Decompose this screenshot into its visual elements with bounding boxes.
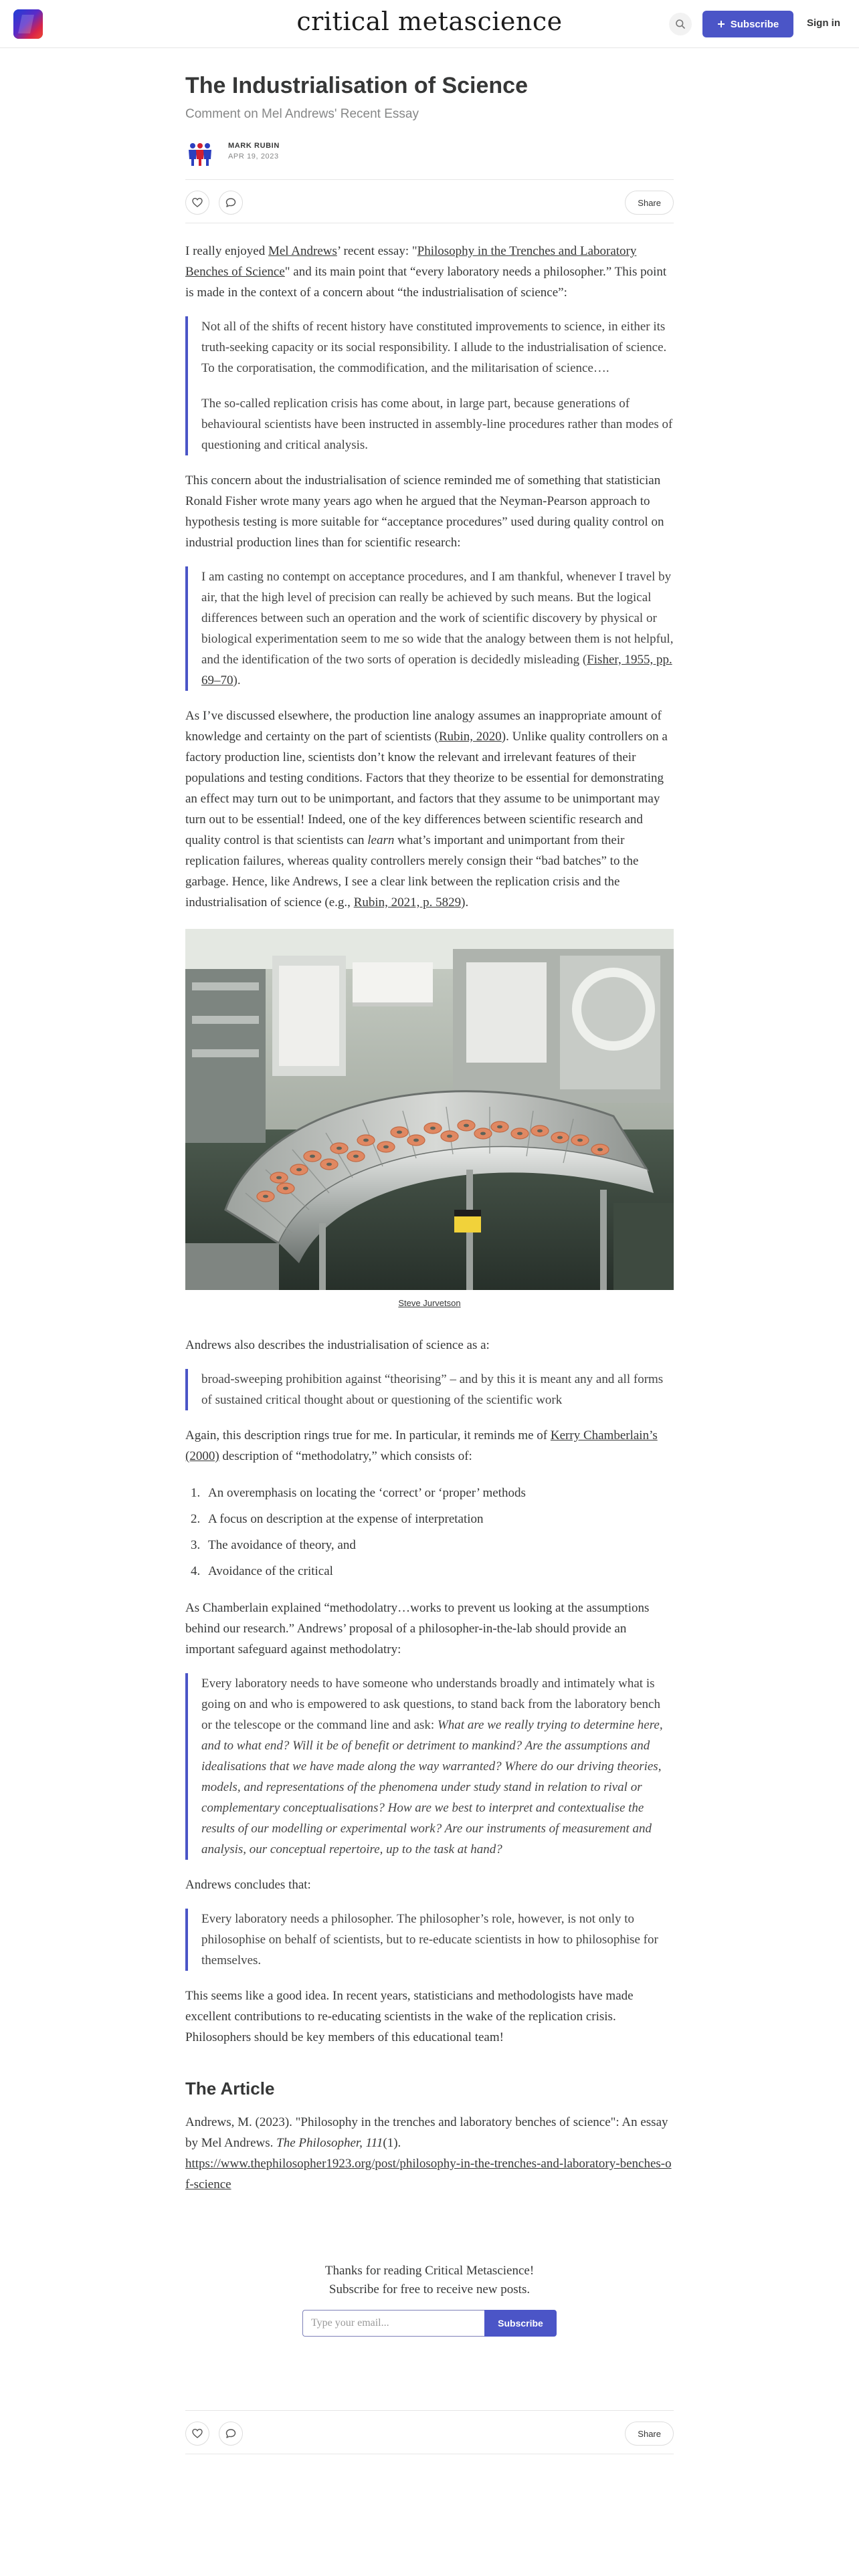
list-item: 2. A focus on description at the expense of interpretation — [185, 1506, 674, 1532]
plus-icon — [717, 20, 725, 28]
heart-icon — [192, 197, 203, 208]
reference — [185, 2112, 674, 2195]
article-column — [185, 71, 674, 2468]
paragraph: As Chamberlain explained “methodolatry…works to prevent us looking at the assumptions behind our research.” Andrews’ proposal of a philosopher-in-the-lab should provide an important safeguard against methodolatry: — [185, 1601, 650, 1656]
paragraph — [185, 706, 674, 913]
reference-url-link[interactable]: https://www.thephilosopher1923.org/post/philosophy-in-the-trenches-and-laboratory-benches-of-science — [185, 2157, 672, 2191]
sign-in-link[interactable]: Sign in — [807, 17, 840, 29]
quote-paragraph — [201, 566, 674, 691]
text: ). Unlike quality controllers on a factory production line, scientists don’t know the relevant and irrelevant features of their populations and testing conditions. Factors that they theorize to be essential for demonstrating an effect may turn out to be unimportant, and factors that they assume to be unimportant may turn out to be essential! Indeed, one of the key differences between scientific research and quality control is that scientists can — [185, 730, 668, 847]
mel-andrews-link[interactable]: Mel Andrews — [268, 244, 337, 258]
subscribe-widget — [185, 2262, 674, 2337]
subscribe-thanks: Thanks for reading Critical Metascience! — [324, 2264, 535, 2278]
quote-paragraph: Every laboratory needs a philosopher. The philosopher’s role, however, is not only to philosophise on behalf of scientists, but to re-educate scientists in how to philosophise for themselves. — [201, 1912, 658, 1967]
list-item: 1. An overemphasis on locating the ‘correct’ or ‘proper’ methods — [185, 1480, 674, 1506]
search-icon — [675, 19, 686, 29]
comment-icon — [225, 2428, 236, 2439]
share-button[interactable]: Share — [625, 191, 674, 215]
text: description of “methodolatry,” which consists of: — [219, 1449, 472, 1463]
chamberlain-2000-link[interactable]: Kerry Chamberlain’s (2000) — [185, 1428, 658, 1463]
text: ). — [461, 895, 469, 909]
list-item-text: A focus on description at the expense of interpretation — [208, 1512, 484, 1526]
post-body — [185, 241, 674, 2195]
share-button[interactable]: Share — [625, 2422, 674, 2446]
text: Andrews, M. (2023). "Philosophy in the trenches and laboratory benches of science": An essay by Mel Andrews. — [185, 2115, 668, 2150]
email-input[interactable] — [302, 2310, 484, 2337]
rubin-2021-link[interactable]: Rubin, 2021, p. 5829 — [353, 895, 462, 909]
text: I am casting no contempt on acceptance procedures, and I am thankful, whenever I travel by air, that the high level of precision can really be achieved by such means. But the logical differences between such an operation and the work of scientific discovery by physical or biological experimentation seem to me so wide that the analogy between them is not helpful, and the identification of the two sorts of operation is decidedly misleading ( — [201, 570, 674, 667]
list-item: 4. Avoidance of the critical — [185, 1558, 674, 1584]
comment-button[interactable] — [219, 2422, 243, 2446]
paragraph: Andrews also describes the industrialisation of science as a: — [185, 1338, 490, 1352]
factory-photo — [185, 929, 674, 1290]
text: Again, this description rings true for me. In particular, it reminds me of — [185, 1428, 551, 1442]
text: (1). — [383, 2136, 401, 2150]
blockquote — [185, 1369, 674, 1410]
quote-paragraph: Not all of the shifts of recent history have constituted improvements to science, in either its truth-seeking capacity or its social responsibility. I allude to the industrialisation of science. To the corporatisation, the commodification, and the militarisation of science…. — [201, 320, 667, 375]
subscribe-prompt: Subscribe for free to receive new posts. — [328, 2282, 531, 2296]
publication-name[interactable]: critical metascience — [296, 7, 563, 36]
paragraph — [185, 241, 674, 303]
image-caption[interactable]: Steve Jurvetson — [398, 1298, 461, 1308]
like-button[interactable] — [185, 2422, 209, 2446]
post-subtitle: Comment on Mel Andrews' Recent Essay — [185, 107, 419, 121]
comment-button[interactable] — [219, 191, 243, 215]
heart-icon — [192, 2428, 203, 2439]
text: what’s important and unimportant from their replication failures, whereas quality controllers merely consign their “bad batches” to the garbage. Hence, like Andrews, I see a clear link between the replication crisis and the industrialisation of science (e.g., — [185, 833, 639, 909]
rubin-2020-link[interactable]: Rubin, 2020 — [438, 730, 502, 744]
blockquote — [185, 1673, 674, 1860]
emphasis: The Philosopher, 111 — [276, 2136, 383, 2150]
paragraph: This seems like a good idea. In recent years, statisticians and methodologists have made excellent contributions to re-educating scientists in the wake of the replication crisis. Philosophers should be key members of this educational team! — [185, 1989, 634, 2044]
paragraph: Andrews concludes that: — [185, 1878, 311, 1892]
quote-paragraph — [201, 1673, 674, 1860]
subscribe-button[interactable] — [702, 11, 793, 37]
text: Every laboratory needs to have someone who understands broadly and intimately what is going on and who is empowered to ask questions, to stand back from the laboratory bench or the telescope or the command line and ask: — [201, 1677, 660, 1732]
post-footer-action-bar — [185, 2410, 674, 2454]
text: ’ recent essay: " — [337, 244, 417, 258]
byline — [185, 138, 674, 167]
post-date: APR 19, 2023 — [228, 152, 279, 160]
section-heading: The Article — [185, 2078, 275, 2099]
list-item-text: Avoidance of the critical — [208, 1564, 333, 1578]
search-button[interactable] — [669, 13, 692, 35]
article-image[interactable] — [185, 929, 674, 1290]
list-item-text: The avoidance of theory, and — [208, 1538, 356, 1552]
top-navigation — [0, 0, 859, 48]
post-title: The Industrialisation of Science — [185, 73, 528, 98]
emphasis: learn — [367, 833, 395, 847]
subscribe-submit-button[interactable]: Subscribe — [484, 2310, 557, 2337]
list-item-text: An overemphasis on locating the ‘correct’ or ‘proper’ methods — [208, 1486, 526, 1500]
blockquote — [185, 316, 674, 455]
essay-link[interactable]: Philosophy in the Trenches and Laboratory Benches of Science — [185, 244, 637, 279]
subscribe-label: Subscribe — [730, 18, 779, 30]
paragraph: This concern about the industrialisation of science reminded me of something that statistician Ronald Fisher wrote many years ago when he argued that the Neyman-Pearson approach to hypothesis testing is more suitable for “acceptance procedures” used during quality control on industrial production lines than for scientific research: — [185, 473, 664, 550]
text: " and its main point that “every laboratory needs a philosopher.” This point is made in the context of a concern about “the industrialisation of science”: — [185, 265, 667, 300]
comment-icon — [225, 197, 236, 208]
text: I really enjoyed — [185, 244, 268, 258]
blockquote — [185, 566, 674, 691]
text: As I’ve discussed elsewhere, the production line analogy assumes an inappropriate amount of knowledge and certainty on the part of scientists ( — [185, 709, 662, 744]
quote-paragraph: The so-called replication crisis has come about, in large part, because generations of behavioural scientists have been instructed in assembly-line procedures rather than modes of questioning and critical analysis. — [201, 397, 673, 452]
blockquote — [185, 1909, 674, 1971]
fisher-1955-link[interactable]: Fisher, 1955, pp. 69–70 — [201, 653, 672, 687]
emphasis: What are we really trying to determine here, and to what end? Will it be of benefit or detriment to mankind? Are the assumptions and idealisations that we have made along the way warranted? Where do our driving theories, models, and representations of the phenomena under study stand in relation to rival or complementary conceptualisations? How are we best to interpret and contextualise the results of our modelling or experimental work? Are our instruments of measurement and analysis, our conceptual repertoire, up to the task at hand? — [201, 1718, 663, 1856]
text: ). — [233, 673, 241, 687]
paragraph — [185, 1425, 674, 1467]
author-name[interactable]: MARK RUBIN — [228, 142, 280, 150]
methodolatry-list — [185, 1480, 674, 1584]
like-button[interactable] — [185, 191, 209, 215]
author-avatar[interactable] — [185, 140, 215, 167]
post-body-continued — [185, 1335, 674, 2048]
quote-paragraph: broad-sweeping prohibition against “theorising” – and by this it is meant any and all forms of sustained critical thought about or questioning of the scientific work — [201, 1372, 664, 1407]
list-item: 3. The avoidance of theory, and — [185, 1532, 674, 1558]
subscribe-form — [302, 2310, 557, 2337]
post-action-bar — [185, 179, 674, 223]
